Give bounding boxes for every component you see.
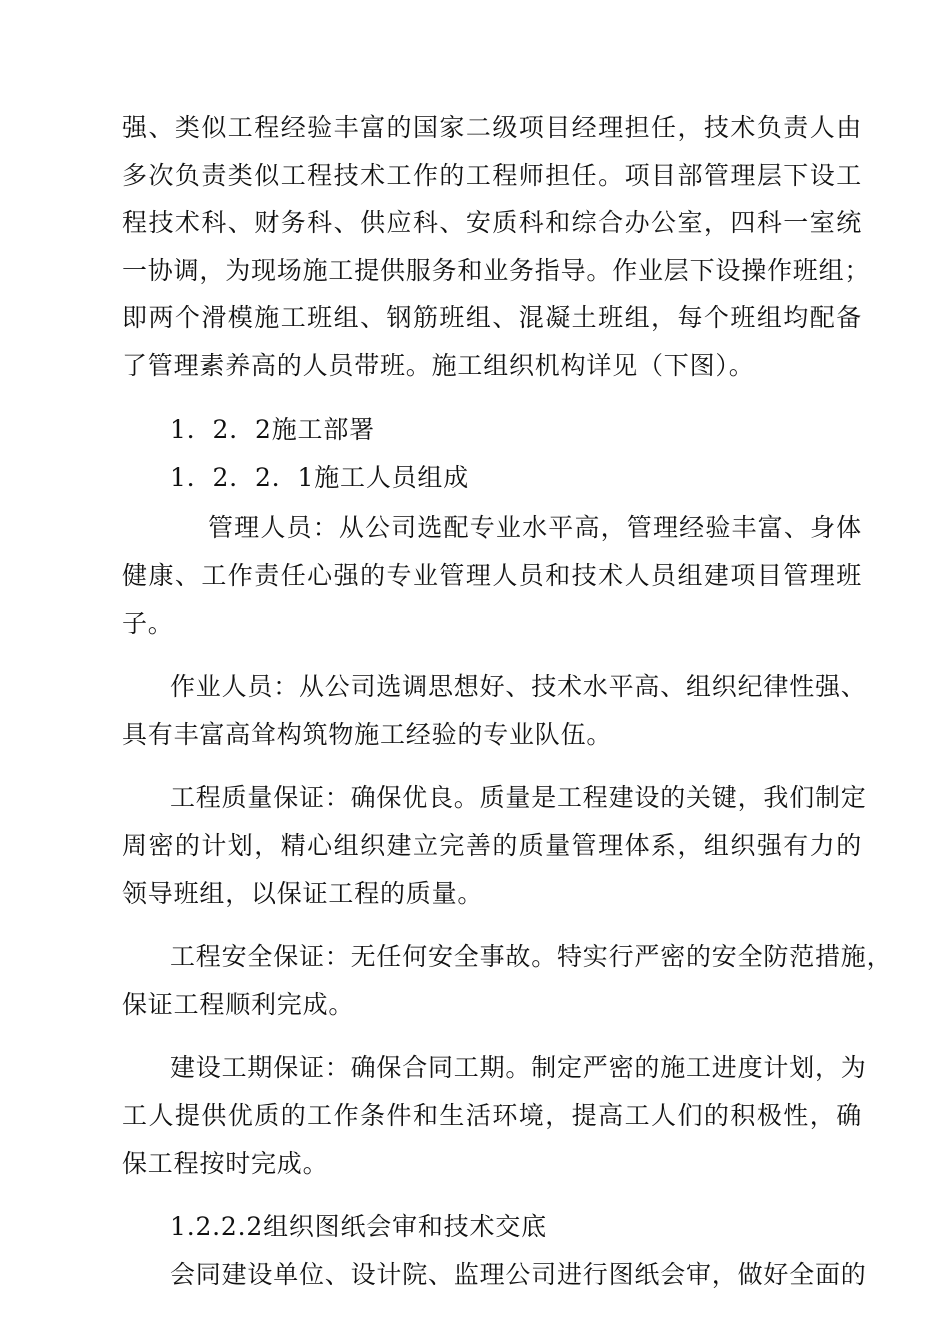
body-text-line: 周密的计划，精心组织建立完善的质量管理体系，组织强有力的 bbox=[122, 831, 862, 860]
subsection-heading: 1．2．2．1施工人员组成 bbox=[170, 463, 470, 492]
body-text-line: 具有丰富高耸构筑物施工经验的专业队伍。 bbox=[122, 720, 613, 749]
body-text-line: 一协调，为现场施工提供服务和业务指导。作业层下设操作班组； bbox=[122, 256, 871, 285]
body-text-line: 了管理素养高的人员带班。施工组织机构详见（下图）。 bbox=[122, 351, 755, 380]
body-text-line: 领导班组，以保证工程的质量。 bbox=[122, 879, 484, 908]
body-text-line: 程技术科、财务科、供应科、安质科和综合办公室，四科一室统 bbox=[122, 208, 862, 237]
body-text-line: 管理人员：从公司选配专业水平高，管理经验丰富、身体 bbox=[208, 513, 862, 542]
body-text-line: 建设工期保证：确保合同工期。制定严密的施工进度计划，为 bbox=[170, 1053, 867, 1082]
subsection-heading: 1.2.2.2组织图纸会审和技术交底 bbox=[170, 1212, 547, 1241]
body-text-line: 保证工程顺利完成。 bbox=[122, 990, 355, 1019]
body-text-line: 子。 bbox=[122, 609, 174, 638]
section-heading: 1．2．2施工部署 bbox=[170, 415, 375, 444]
body-text-line: 工程安全保证：无任何安全事故。特实行严密的安全防范措施， bbox=[170, 942, 893, 971]
body-text-line: 作业人员：从公司选调思想好、技术水平高、组织纪律性强、 bbox=[170, 672, 867, 701]
body-text-line: 保工程按时完成。 bbox=[122, 1149, 329, 1178]
body-text-line: 工程质量保证：确保优良。质量是工程建设的关键，我们制定 bbox=[170, 783, 867, 812]
body-text-line: 工人提供优质的工作条件和生活环境，提高工人们的积极性，确 bbox=[122, 1101, 862, 1130]
body-text-line: 强、类似工程经验丰富的国家二级项目经理担任，技术负责人由 bbox=[122, 113, 862, 142]
body-text-line: 多次负责类似工程技术工作的工程师担任。项目部管理层下设工 bbox=[122, 161, 862, 190]
body-text-line: 会同建设单位、设计院、监理公司进行图纸会审，做好全面的 bbox=[170, 1260, 867, 1289]
body-text-line: 即两个滑模施工班组、钢筋班组、混凝土班组，每个班组均配备 bbox=[122, 303, 862, 332]
body-text-line: 健康、工作责任心强的专业管理人员和技术人员组建项目管理班 bbox=[122, 561, 862, 590]
